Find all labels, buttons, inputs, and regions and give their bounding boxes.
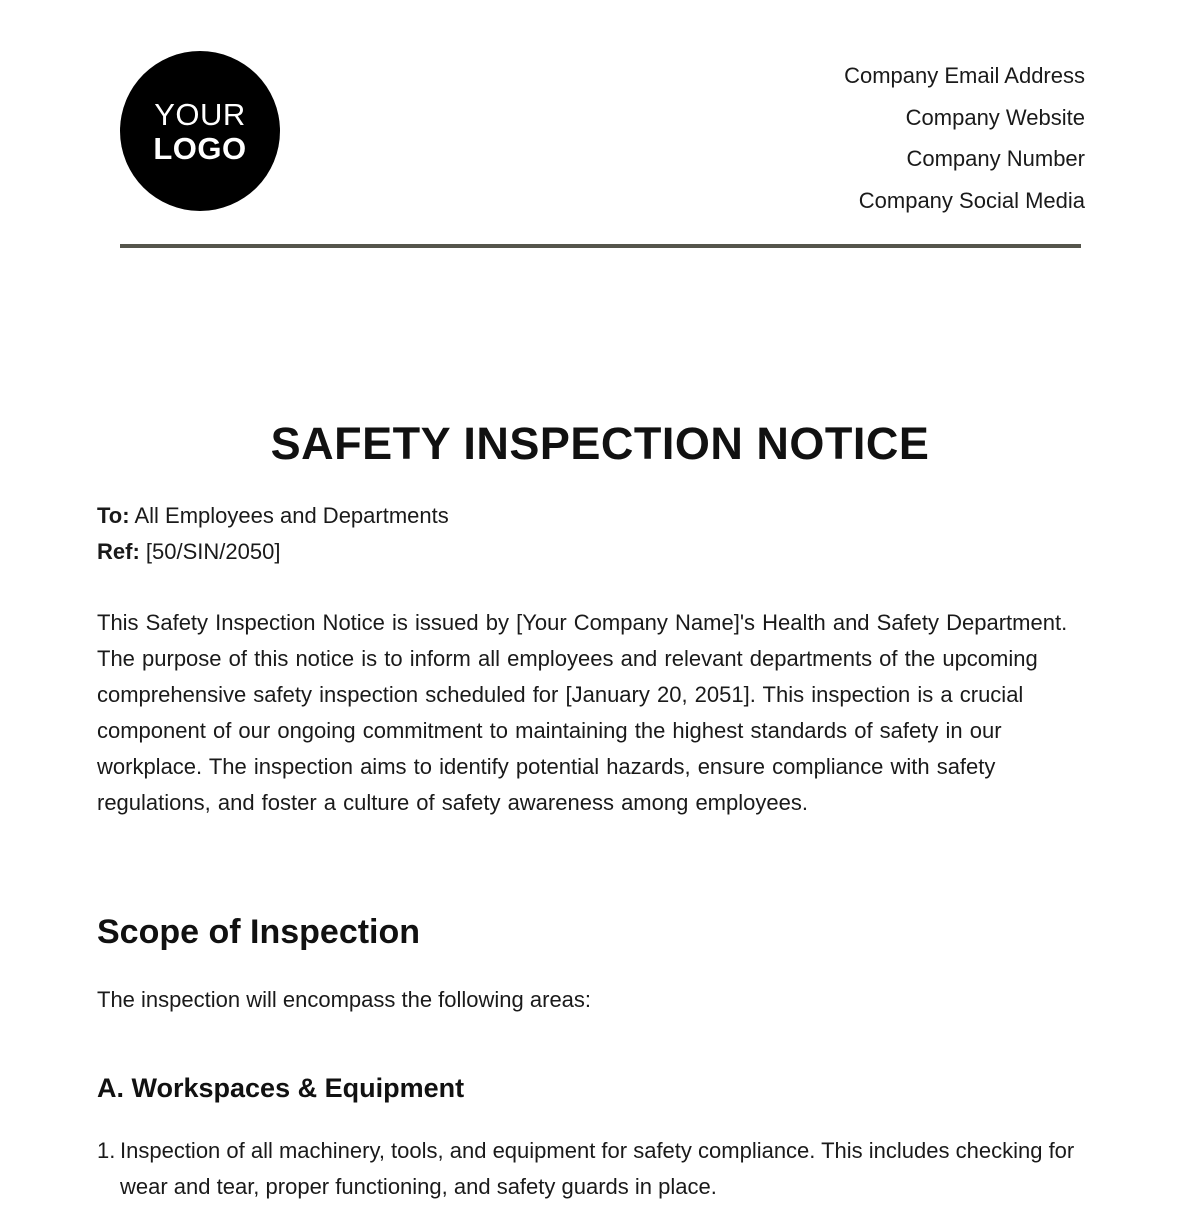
to-value: All Employees and Departments bbox=[134, 503, 449, 528]
notice-meta bbox=[97, 498, 449, 570]
to-label: To: bbox=[97, 503, 130, 528]
company-logo bbox=[120, 51, 280, 211]
company-email: Company Email Address bbox=[844, 63, 1085, 88]
header-divider bbox=[120, 244, 1081, 248]
list-item-number: 1. bbox=[97, 1138, 116, 1163]
company-contact-block bbox=[844, 55, 1085, 221]
ref-label: Ref: bbox=[97, 539, 140, 564]
logo-line-1: YOUR bbox=[154, 96, 246, 132]
list-item-text: Inspection of all machinery, tools, and equipment for safety compliance. This includes checking for wear and tear, proper functioning, and safety guards in place. bbox=[120, 1138, 1075, 1199]
ref-line bbox=[97, 534, 449, 570]
ref-value: [50/SIN/2050] bbox=[145, 539, 281, 564]
section-a-heading: A. Workspaces & Equipment bbox=[97, 1073, 465, 1103]
company-number: Company Number bbox=[906, 146, 1085, 171]
document-title: SAFETY INSPECTION NOTICE bbox=[270, 418, 930, 469]
scope-heading: Scope of Inspection bbox=[97, 913, 421, 951]
logo-line-2: LOGO bbox=[153, 130, 247, 166]
company-website: Company Website bbox=[905, 104, 1085, 130]
list-item bbox=[97, 1133, 1097, 1205]
to-line bbox=[97, 498, 449, 534]
scope-lead-text: The inspection will encompass the following areas: bbox=[97, 987, 592, 1012]
intro-paragraph: This Safety Inspection Notice is issued by [Your Company Name]'s Health and Safety Department. The purpose of this notice is to inform all employees and relevant departments of the upcoming comprehensive safety inspection scheduled for [January 20, 2051]. This inspection is a crucial component of our ongoing commitment to maintaining the highest standards of safety in our workplace. The inspection aims to identify potential hazards, ensure compliance with safety regulations, and foster a culture of safety awareness among employees. bbox=[97, 610, 1068, 815]
company-social-media: Company Social Media bbox=[858, 187, 1085, 213]
